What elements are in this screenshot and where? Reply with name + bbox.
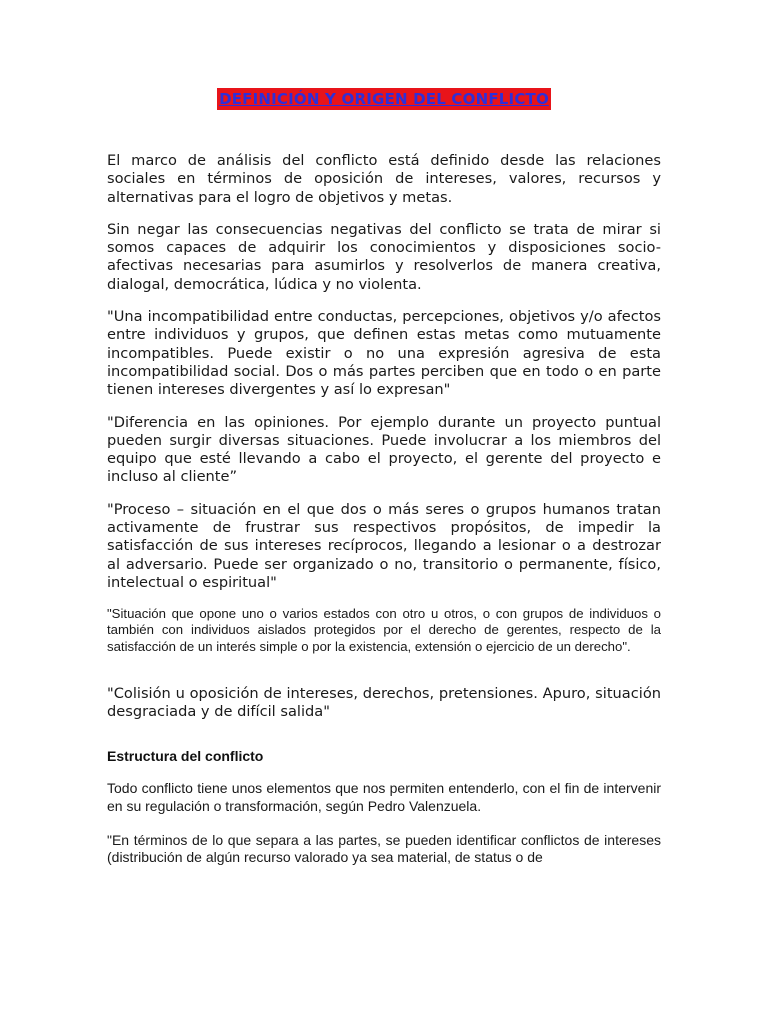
quote-collision: "Colisión u oposición de intereses, derechos, pretensiones. Apuro, situación desgraciada y de difícil salida" <box>107 684 661 721</box>
section-paragraph-cut: "En términos de lo que separa a las partes, se pueden identificar conflictos de intereses (distribución de algún recurso valorado ya sea material, de status o de <box>107 831 661 866</box>
quote-situation: "Situación que opone uno o varios estados con otro u otros, o con grupos de individuos o también con individuos aislados protegidos por el derecho de gerentes, respecto de la satisfacción de un interés simple o por la existencia, extensión o ejercicio de un derecho". <box>107 606 661 654</box>
document-body <box>107 152 661 883</box>
paragraph-intro: El marco de análisis del conflicto está definido desde las relaciones sociales en términos de oposición de intereses, valores, recursos y alternativas para el logro de objetivos y metas. <box>107 152 661 206</box>
title-container <box>0 88 768 110</box>
section-heading: Estructura del conflicto <box>107 748 264 765</box>
quote-incompatibility: "Una incompatibilidad entre conductas, percepciones, objetivos y/o afectos entre individuos y grupos, que definen estas metas como mutuamente incompatibles. Puede existir o no una expresión agresiva de esta incompatibilidad social. Dos o más partes perciben que en todo o en parte tienen intereses divergentes y así lo expresan" <box>107 308 661 399</box>
quote-process: "Proceso – situación en el que dos o más seres o grupos humanos tratan activamente de frustrar sus respectivos propósitos, de impedir la satisfacción de sus intereses recíprocos, llegando a lesionar o a destrozar al adversario. Puede ser organizado o no, transitorio o permanente, físico, intelectual o espiritual" <box>107 500 661 591</box>
document-title: DEFINICIÓN Y ORIGEN DEL CONFLICTO <box>219 90 549 108</box>
quote-opinions: "Diferencia en las opiniones. Por ejemplo durante un proyecto puntual pueden surgir diversas situaciones. Puede involucrar a los miembros del equipo que esté llevando a cabo el proyecto, el gerente del proyecto e incluso al cliente” <box>107 413 661 486</box>
paragraph-consequences: Sin negar las consecuencias negativas del conflicto se trata de mirar si somos capaces de adquirir los conocimientos y disposiciones socio-afectivas necesarias para asumirlos y resolverlos de manera creativa, dialogal, democrática, lúdica y no violenta. <box>107 220 661 293</box>
section-paragraph: Todo conflicto tiene unos elementos que nos permiten entenderlo, con el fin de intervenir en su regulación o transformación, según Pedro Valenzuela. <box>107 780 661 814</box>
